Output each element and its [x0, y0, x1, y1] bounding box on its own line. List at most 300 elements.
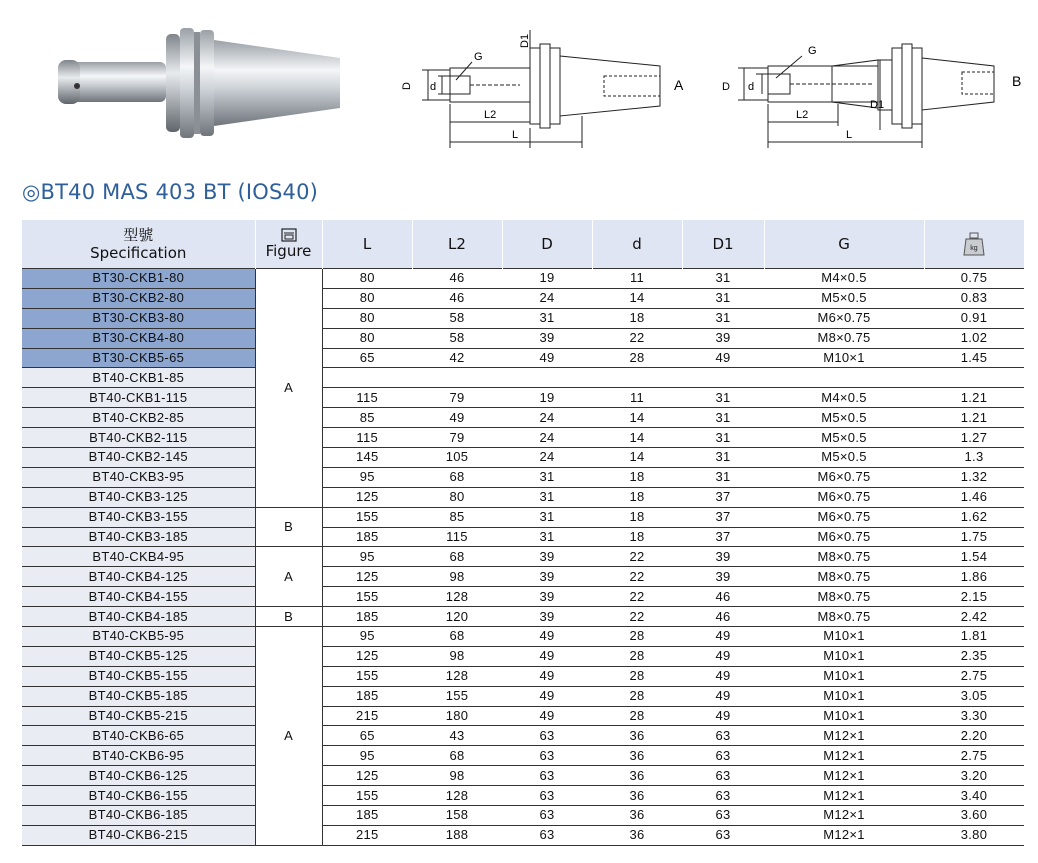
header-D: D: [502, 220, 592, 269]
cell-d1: 46: [682, 607, 764, 627]
cell-d1: 63: [682, 806, 764, 826]
cell-l2: 49: [412, 408, 502, 428]
table-row: [22, 706, 1024, 726]
spec-cell: BT40-CKB3-185: [22, 527, 255, 547]
cell-g: M6×0.75: [764, 467, 924, 487]
cell-w: 1.46: [924, 487, 1024, 507]
cell-l: 80: [322, 308, 412, 328]
table-row: [22, 726, 1024, 746]
cell-d: 49: [502, 627, 592, 647]
table-row: [22, 487, 1024, 507]
cell-d1: 31: [682, 408, 764, 428]
cell-g: M12×1: [764, 726, 924, 746]
header-figure: [255, 220, 322, 269]
cell-l: 80: [322, 328, 412, 348]
cell-l: 65: [322, 726, 412, 746]
cell-d: 24: [502, 288, 592, 308]
cell-l: 155: [322, 786, 412, 806]
cell-g: M6×0.75: [764, 308, 924, 328]
cell-l2: 155: [412, 686, 502, 706]
cell-g: M8×0.75: [764, 607, 924, 627]
header-spec-cn: 型號: [123, 226, 154, 244]
cell-l2: 68: [412, 547, 502, 567]
cell-l: 95: [322, 467, 412, 487]
figure-b-drawing: [722, 0, 1022, 160]
cell-d: 18: [592, 487, 682, 507]
cell-d: 49: [502, 686, 592, 706]
cell-g: M8×0.75: [764, 328, 924, 348]
cell-g: M10×1: [764, 686, 924, 706]
illustrations-area: [0, 0, 1038, 170]
cell-d1: 49: [682, 627, 764, 647]
cell-w: 0.75: [924, 269, 1024, 289]
cell-d: 28: [592, 348, 682, 368]
table-row: [22, 686, 1024, 706]
header-weight: [924, 220, 1024, 269]
table-row: [22, 467, 1024, 487]
cell-d: 19: [502, 388, 592, 408]
cell-w: 2.75: [924, 666, 1024, 686]
spec-cell: BT40-CKB6-65: [22, 726, 255, 746]
cell-l: 185: [322, 527, 412, 547]
section-title: ◎BT40 MAS 403 BT (IOS40): [22, 180, 319, 204]
dim-L-a: L: [512, 129, 519, 141]
cell-l2: 79: [412, 428, 502, 448]
cell-g: M10×1: [764, 646, 924, 666]
cell-w: 1.54: [924, 547, 1024, 567]
cell-d: 31: [502, 487, 592, 507]
cell-l2: 98: [412, 646, 502, 666]
cell-d: 31: [502, 527, 592, 547]
cell-d: 22: [592, 587, 682, 607]
cell-w: 1.45: [924, 348, 1024, 368]
cell-d: 28: [592, 686, 682, 706]
cell-l2: 43: [412, 726, 502, 746]
cell-d: [592, 368, 682, 388]
cell-l: 125: [322, 646, 412, 666]
cell-w: 1.21: [924, 388, 1024, 408]
header-spec: [22, 220, 255, 269]
dim-D-a: D: [401, 82, 413, 90]
cell-g: M6×0.75: [764, 487, 924, 507]
cell-g: M8×0.75: [764, 547, 924, 567]
cell-l2: 98: [412, 567, 502, 587]
cell-l: 125: [322, 487, 412, 507]
spec-cell: BT40-CKB1-115: [22, 388, 255, 408]
cell-d: 63: [502, 806, 592, 826]
cell-d: 14: [592, 428, 682, 448]
table-row: [22, 507, 1024, 527]
spec-cell: BT40-CKB2-115: [22, 428, 255, 448]
cell-w: 3.60: [924, 806, 1024, 826]
cell-l: [322, 368, 412, 388]
header-D1: D1: [682, 220, 764, 269]
cell-d: 22: [592, 328, 682, 348]
table-row: [22, 825, 1024, 845]
cell-d: 24: [502, 448, 592, 468]
cell-l2: 115: [412, 527, 502, 547]
cell-w: 1.62: [924, 507, 1024, 527]
spec-cell: BT40-CKB3-95: [22, 467, 255, 487]
cell-l: 125: [322, 766, 412, 786]
spec-cell: BT40-CKB4-95: [22, 547, 255, 567]
cell-g: M10×1: [764, 706, 924, 726]
header-L2: L2: [412, 220, 502, 269]
cell-d: 14: [592, 408, 682, 428]
cell-d1: 49: [682, 666, 764, 686]
spec-cell: BT40-CKB5-215: [22, 706, 255, 726]
cell-w: 1.02: [924, 328, 1024, 348]
cell-d1: 31: [682, 288, 764, 308]
cell-l: 215: [322, 706, 412, 726]
cell-g: M12×1: [764, 746, 924, 766]
figure-cell: B: [255, 507, 322, 547]
spec-cell: BT40-CKB6-215: [22, 825, 255, 845]
cell-d: 36: [592, 746, 682, 766]
dim-d-a: d: [430, 81, 437, 93]
figure-a-drawing: [392, 0, 692, 160]
dim-d-b: d: [748, 81, 755, 93]
spec-cell: BT40-CKB6-125: [22, 766, 255, 786]
cell-l2: 46: [412, 288, 502, 308]
spec-cell: BT30-CKB4-80: [22, 328, 255, 348]
table-row: [22, 348, 1024, 368]
dim-L-b: L: [846, 129, 853, 141]
cell-g: M12×1: [764, 825, 924, 845]
cell-d1: 63: [682, 766, 764, 786]
spec-cell: BT40-CKB6-95: [22, 746, 255, 766]
cell-d: 49: [502, 646, 592, 666]
cell-l: 65: [322, 348, 412, 368]
table-row: [22, 368, 1024, 388]
cell-l2: 68: [412, 467, 502, 487]
figure-cell: A: [255, 627, 322, 846]
table-row: [22, 806, 1024, 826]
cell-l: 95: [322, 547, 412, 567]
dim-G-b: G: [808, 45, 817, 57]
cell-d: 18: [592, 467, 682, 487]
cell-w: 3.40: [924, 786, 1024, 806]
cell-d1: 63: [682, 786, 764, 806]
cell-d1: 37: [682, 487, 764, 507]
table-row: [22, 766, 1024, 786]
cell-g: M12×1: [764, 766, 924, 786]
cell-w: 2.42: [924, 607, 1024, 627]
cell-l: 115: [322, 388, 412, 408]
cell-d: 28: [592, 666, 682, 686]
cell-d1: 31: [682, 467, 764, 487]
table-row: [22, 288, 1024, 308]
cell-d: 39: [502, 567, 592, 587]
dim-D1-b: D1: [870, 99, 885, 111]
cell-w: [924, 368, 1024, 388]
cell-w: 1.75: [924, 527, 1024, 547]
cell-d1: 31: [682, 308, 764, 328]
cell-l: 85: [322, 408, 412, 428]
spec-cell: BT40-CKB5-155: [22, 666, 255, 686]
cell-w: 1.81: [924, 627, 1024, 647]
table-row: [22, 527, 1024, 547]
table-row: [22, 269, 1024, 289]
spec-cell: BT40-CKB6-185: [22, 806, 255, 826]
spec-cell: BT40-CKB5-185: [22, 686, 255, 706]
cell-d1: 63: [682, 726, 764, 746]
cell-l2: 46: [412, 269, 502, 289]
table-row: [22, 328, 1024, 348]
spec-cell: BT30-CKB2-80: [22, 288, 255, 308]
cell-d1: 31: [682, 388, 764, 408]
table-row: [22, 786, 1024, 806]
cell-g: M5×0.5: [764, 428, 924, 448]
cell-d1: 31: [682, 428, 764, 448]
cell-l2: 79: [412, 388, 502, 408]
cell-d: 11: [592, 269, 682, 289]
cell-d1: 63: [682, 746, 764, 766]
cell-l2: 68: [412, 746, 502, 766]
spec-cell: BT30-CKB5-65: [22, 348, 255, 368]
cell-d: 18: [592, 527, 682, 547]
cell-d: 24: [502, 408, 592, 428]
cell-d: 22: [592, 567, 682, 587]
spec-cell: BT40-CKB3-125: [22, 487, 255, 507]
cell-d1: 39: [682, 328, 764, 348]
cell-g: [764, 368, 924, 388]
table-body: [22, 269, 1024, 846]
spec-cell: BT30-CKB3-80: [22, 308, 255, 328]
cell-d: 28: [592, 646, 682, 666]
table-row: [22, 567, 1024, 587]
cell-l: 145: [322, 448, 412, 468]
cell-d1: 31: [682, 448, 764, 468]
cell-w: 2.75: [924, 746, 1024, 766]
cell-d: 36: [592, 786, 682, 806]
cell-l: 215: [322, 825, 412, 845]
cell-g: M8×0.75: [764, 587, 924, 607]
cell-l: 80: [322, 288, 412, 308]
cell-w: 1.32: [924, 467, 1024, 487]
dim-D-b: D: [722, 81, 730, 93]
table-row: [22, 587, 1024, 607]
tool-holder-photo: [40, 0, 340, 170]
cell-w: 3.80: [924, 825, 1024, 845]
dim-L2-a: L2: [484, 109, 497, 121]
cell-d: 28: [592, 627, 682, 647]
cell-d: 49: [502, 348, 592, 368]
cell-w: 0.83: [924, 288, 1024, 308]
dim-L2-b: L2: [796, 109, 809, 121]
cell-w: 2.20: [924, 726, 1024, 746]
header-row: [22, 220, 1024, 269]
cell-w: 2.15: [924, 587, 1024, 607]
cell-d: 18: [592, 507, 682, 527]
cell-l: 95: [322, 627, 412, 647]
dim-D1-a: D1: [519, 33, 531, 48]
spec-cell: BT40-CKB3-155: [22, 507, 255, 527]
table-row: [22, 666, 1024, 686]
cell-l2: 68: [412, 627, 502, 647]
cell-l: 80: [322, 269, 412, 289]
cell-d1: [682, 368, 764, 388]
cell-d: 36: [592, 806, 682, 826]
cell-g: M10×1: [764, 666, 924, 686]
spec-cell: BT40-CKB4-185: [22, 607, 255, 627]
spec-cell: BT40-CKB5-95: [22, 627, 255, 647]
cell-d1: 39: [682, 547, 764, 567]
table-row: [22, 547, 1024, 567]
cell-w: 3.05: [924, 686, 1024, 706]
cell-g: M12×1: [764, 806, 924, 826]
spec-cell: BT40-CKB2-85: [22, 408, 255, 428]
cell-l2: 128: [412, 786, 502, 806]
cell-d: 14: [592, 448, 682, 468]
cell-l2: 80: [412, 487, 502, 507]
cell-w: 3.20: [924, 766, 1024, 786]
cell-d: 39: [502, 587, 592, 607]
cell-d1: 37: [682, 527, 764, 547]
table-row: [22, 448, 1024, 468]
weight-unit: kg: [970, 245, 978, 252]
cell-d: 63: [502, 746, 592, 766]
table-row: [22, 408, 1024, 428]
table-row: [22, 607, 1024, 627]
cell-d: 31: [502, 308, 592, 328]
cell-l2: [412, 368, 502, 388]
cell-g: M6×0.75: [764, 527, 924, 547]
cell-d: 11: [592, 388, 682, 408]
cell-g: M10×1: [764, 627, 924, 647]
cell-d: 39: [502, 547, 592, 567]
cell-l: 155: [322, 587, 412, 607]
cell-d: 63: [502, 726, 592, 746]
spec-cell: BT40-CKB2-145: [22, 448, 255, 468]
cell-d: 14: [592, 288, 682, 308]
table-row: [22, 388, 1024, 408]
cell-d1: 49: [682, 706, 764, 726]
weight-icon: [963, 232, 985, 256]
cell-l2: 180: [412, 706, 502, 726]
cell-g: M12×1: [764, 786, 924, 806]
cell-d: 28: [592, 706, 682, 726]
header-figure-label: Figure: [265, 242, 312, 260]
header-L: L: [322, 220, 412, 269]
cell-l: 185: [322, 607, 412, 627]
cell-l: 115: [322, 428, 412, 448]
cell-d1: 49: [682, 646, 764, 666]
cell-d: 63: [502, 825, 592, 845]
cell-l2: 98: [412, 766, 502, 786]
cell-l2: 105: [412, 448, 502, 468]
cell-w: 3.30: [924, 706, 1024, 726]
spec-cell: BT40-CKB1-85: [22, 368, 255, 388]
cell-l: 95: [322, 746, 412, 766]
table-row: [22, 746, 1024, 766]
figure-cell: A: [255, 269, 322, 508]
cell-d: 31: [502, 507, 592, 527]
table-row: [22, 428, 1024, 448]
cell-w: 1.86: [924, 567, 1024, 587]
cell-g: M8×0.75: [764, 567, 924, 587]
cell-d: 63: [502, 786, 592, 806]
cell-g: M5×0.5: [764, 288, 924, 308]
cell-d: 36: [592, 766, 682, 786]
cell-g: M5×0.5: [764, 408, 924, 428]
cell-d: 39: [502, 607, 592, 627]
spec-cell: BT30-CKB1-80: [22, 269, 255, 289]
cell-d: 49: [502, 706, 592, 726]
table-row: [22, 627, 1024, 647]
cell-w: 1.21: [924, 408, 1024, 428]
cell-g: M6×0.75: [764, 507, 924, 527]
cell-d1: 31: [682, 269, 764, 289]
header-spec-en: Specification: [90, 244, 187, 262]
figure-cell: A: [255, 547, 322, 607]
cell-d: 31: [502, 467, 592, 487]
cell-d: 36: [592, 825, 682, 845]
cell-d1: 49: [682, 348, 764, 368]
cell-d1: 49: [682, 686, 764, 706]
cell-d: 36: [592, 726, 682, 746]
cell-l2: 188: [412, 825, 502, 845]
cell-w: 0.91: [924, 308, 1024, 328]
cell-l2: 58: [412, 308, 502, 328]
cell-g: M5×0.5: [764, 448, 924, 468]
cell-d: 18: [592, 308, 682, 328]
cell-d1: 63: [682, 825, 764, 845]
cell-d1: 37: [682, 507, 764, 527]
cell-d: [502, 368, 592, 388]
table-row: [22, 308, 1024, 328]
spec-cell: BT40-CKB5-125: [22, 646, 255, 666]
cell-w: 2.35: [924, 646, 1024, 666]
cell-l: 155: [322, 507, 412, 527]
cell-g: M4×0.5: [764, 269, 924, 289]
spec-cell: BT40-CKB6-155: [22, 786, 255, 806]
cell-l2: 85: [412, 507, 502, 527]
figure-cell: B: [255, 607, 322, 627]
cell-l2: 42: [412, 348, 502, 368]
figure-a-label: A: [674, 77, 684, 93]
cell-d1: 39: [682, 567, 764, 587]
spec-cell: BT40-CKB4-125: [22, 567, 255, 587]
specification-table: [22, 220, 1024, 846]
header-d: d: [592, 220, 682, 269]
cell-g: M4×0.5: [764, 388, 924, 408]
dim-G-a: G: [474, 51, 483, 63]
spec-cell: BT40-CKB4-155: [22, 587, 255, 607]
cell-d: 39: [502, 328, 592, 348]
cell-l: 185: [322, 806, 412, 826]
cell-w: 1.3: [924, 448, 1024, 468]
cell-l2: 158: [412, 806, 502, 826]
header-G: G: [764, 220, 924, 269]
cell-d: 22: [592, 547, 682, 567]
cell-d: 22: [592, 607, 682, 627]
cell-l: 155: [322, 666, 412, 686]
cell-l2: 120: [412, 607, 502, 627]
figure-b-label: B: [1012, 73, 1022, 89]
cell-d: 49: [502, 666, 592, 686]
cell-l2: 128: [412, 587, 502, 607]
cell-l: 185: [322, 686, 412, 706]
cell-d: 24: [502, 428, 592, 448]
table-row: [22, 646, 1024, 666]
cell-l: 125: [322, 567, 412, 587]
cell-d1: 46: [682, 587, 764, 607]
cell-d: 19: [502, 269, 592, 289]
cell-g: M10×1: [764, 348, 924, 368]
cell-w: 1.27: [924, 428, 1024, 448]
cell-l2: 58: [412, 328, 502, 348]
